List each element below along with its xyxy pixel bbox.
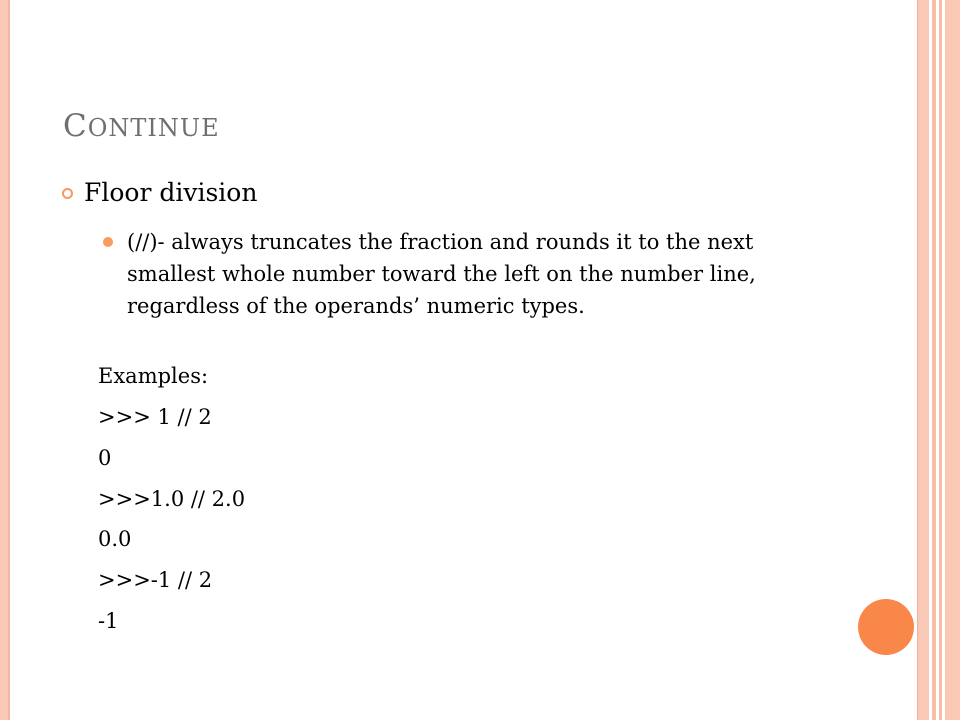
dot-bullet-icon xyxy=(103,237,113,247)
right-border-stripe xyxy=(939,0,942,720)
right-border-bar xyxy=(917,0,929,720)
code-line: -1 xyxy=(98,609,119,633)
code-line: >>>-1 // 2 xyxy=(98,568,213,592)
sub-bullet-row xyxy=(103,226,843,322)
heading-bullet-row xyxy=(62,178,257,207)
code-line: 0 xyxy=(98,446,112,470)
title-first-letter: C xyxy=(63,108,88,144)
examples-label: Examples: xyxy=(98,364,209,388)
code-line: 0.0 xyxy=(98,527,132,551)
right-border-edge xyxy=(945,0,960,720)
decorative-circle xyxy=(858,599,914,655)
code-line: >>>1.0 // 2.0 xyxy=(98,487,246,511)
heading-text: Floor division xyxy=(84,178,258,207)
ring-bullet-icon xyxy=(62,188,73,199)
sub-bullet-text: (//)- always truncates the fraction and rounds it to the next smallest whole number toward the left on the number line, regardless of the operands’ numeric types. xyxy=(127,230,756,318)
left-border-bar xyxy=(0,0,10,720)
code-line: >>> 1 // 2 xyxy=(98,405,212,429)
right-border-stripe xyxy=(932,0,936,720)
slide-title xyxy=(63,108,220,144)
title-rest: ONTINUE xyxy=(87,114,220,142)
